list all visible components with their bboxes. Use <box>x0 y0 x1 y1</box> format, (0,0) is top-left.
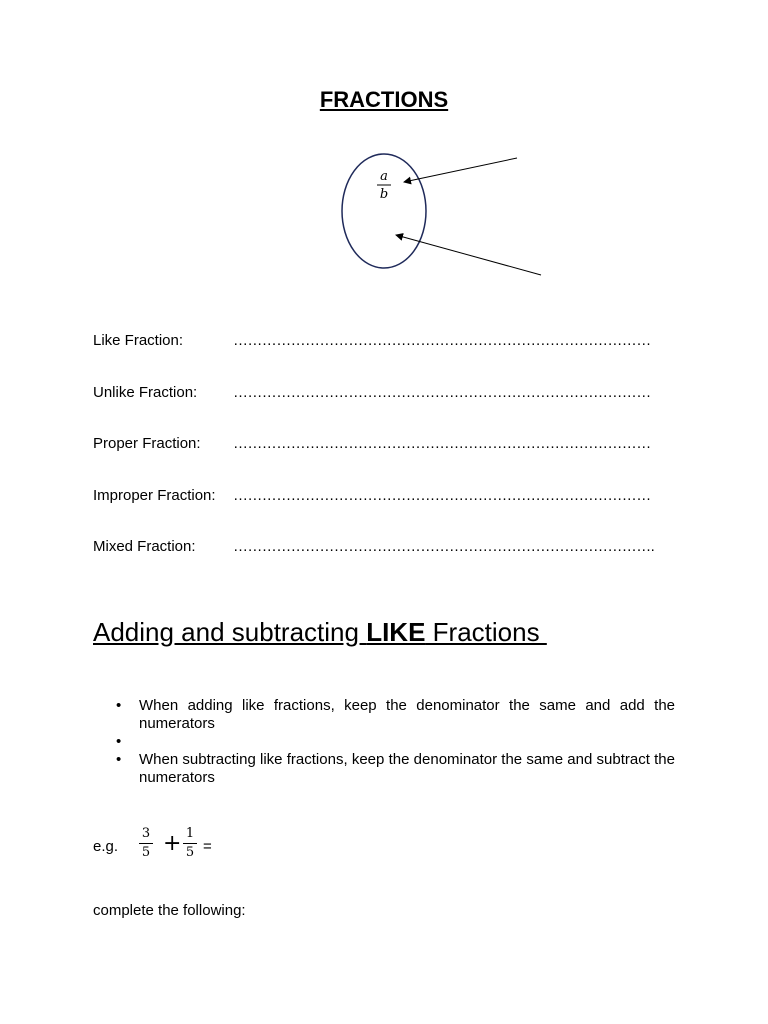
definition-label: Improper Fraction: <box>93 487 216 504</box>
bullet-icon: • <box>116 751 122 768</box>
definition-improper <box>93 487 693 507</box>
instruction-text: complete the following: <box>93 902 246 919</box>
definition-label: Unlike Fraction: <box>93 384 198 401</box>
fraction-numerator: 3 <box>139 826 153 844</box>
list-item-text: When subtracting like fractions, keep the denominator the same and subtract the numerators <box>139 751 675 786</box>
definition-label: Mixed Fraction: <box>93 538 196 555</box>
fraction-diagram <box>330 145 550 285</box>
list-item-text: When adding like fractions, keep the denominator the same and add the numerators <box>139 697 675 732</box>
definition-blank: …………………………………………………………………………… <box>233 435 651 452</box>
fraction-denominator: 5 <box>141 845 151 860</box>
definition-blank: …………………………………………………………………………… <box>233 487 651 504</box>
definition-unlike <box>93 384 693 404</box>
diagram-denominator: b <box>379 187 389 202</box>
definition-blank: ……………………………………………………………………………. <box>233 538 655 555</box>
definition-blank: …………………………………………………………………………… <box>233 332 651 349</box>
section-heading-bold: LIKE <box>366 617 426 647</box>
list-item <box>93 733 675 751</box>
definition-proper <box>93 435 693 455</box>
section-heading-post: Fractions <box>425 617 547 647</box>
rules-list <box>93 697 675 787</box>
page-title: FRACTIONS <box>319 87 449 112</box>
definition-label: Like Fraction: <box>93 332 184 349</box>
fraction-denominator: 5 <box>185 845 195 860</box>
example-label: e.g. <box>93 838 119 855</box>
example-fraction-2 <box>183 826 197 861</box>
definition-like <box>93 332 693 352</box>
arrow-to-denominator <box>396 235 541 275</box>
bullet-icon: • <box>116 733 122 750</box>
list-item <box>93 751 675 787</box>
definition-label: Proper Fraction: <box>93 435 201 452</box>
example-fraction-1 <box>139 826 153 861</box>
definition-blank: …………………………………………………………………………… <box>233 384 651 401</box>
bullet-icon: • <box>116 697 122 714</box>
section-heading-pre: Adding and subtracting <box>93 617 367 647</box>
fraction-diagram-svg <box>330 145 550 285</box>
section-heading <box>93 617 547 648</box>
arrow-to-numerator <box>404 158 517 182</box>
plus-operator: + <box>163 831 182 856</box>
diagram-numerator: a <box>380 169 388 184</box>
fraction-numerator: 1 <box>183 826 197 844</box>
equals-sign: = <box>203 838 212 855</box>
definition-mixed <box>93 538 693 558</box>
list-item <box>93 697 675 733</box>
